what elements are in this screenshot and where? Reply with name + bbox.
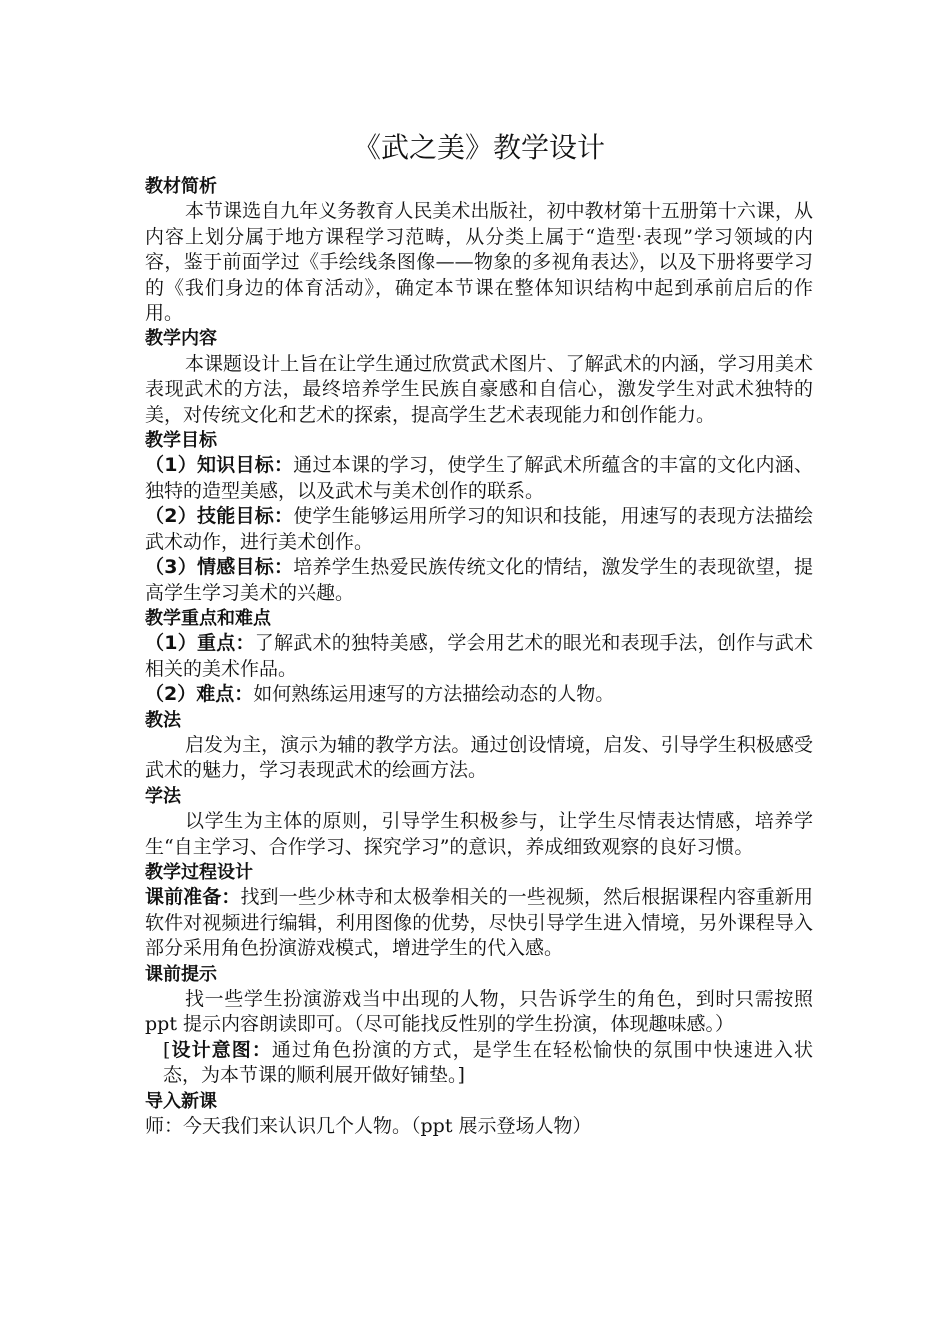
- goal-item-knowledge: [145, 453, 813, 504]
- goal-item-skill: [145, 504, 813, 555]
- paragraph-teaching-content: 本课题设计上旨在让学生通过欣赏武术图片、了解武术的内涵，学习用美术表现武术的方法，最终培养学生民族自豪感和自信心，激发学生对武术独特的美，对传统文化和艺术的探索，提高学生艺术表现能力和创作能力。: [145, 352, 813, 426]
- goal-text: 使学生能够运用所学习的知识和技能，用速写的表现方法描绘武术动作，进行美术创作。: [145, 505, 813, 553]
- preparation-text: 找到一些少林寺和太极拳相关的一些视频，然后根据课程内容重新用软件对视频进行编辑，利用图像的优势，尽快引导学生进入情境，另外课程导入部分采用角色扮演游戏模式，增进学生的代入感。: [145, 886, 813, 960]
- note-bracket: [: [163, 1038, 171, 1061]
- section-heading-textbook-analysis: 教材简析: [145, 176, 217, 197]
- section-heading-process-design: 教学过程设计: [145, 861, 253, 883]
- design-intent-note: [145, 1038, 813, 1089]
- goal-label: （1）知识目标：: [145, 454, 294, 477]
- key-point-text: 了解武术的独特美感，学会用艺术的眼光和表现手法，创作与武术相关的美术作品。: [145, 632, 813, 680]
- section-heading-teaching-content: 教学内容: [145, 328, 217, 350]
- section-heading-teaching-goals: 教学目标: [145, 430, 217, 452]
- key-point-label: （1）重点：: [145, 632, 255, 655]
- page-title: 《武之美》教学设计: [352, 131, 605, 164]
- section-heading-teaching-method: 教法: [145, 709, 181, 731]
- goal-label: （3）情感目标：: [145, 556, 294, 579]
- design-intent-text: 通过角色扮演的方式，是学生在轻松愉快的氛围中快速进入状态，为本节课的顺利展开做好铺垫。]: [163, 1038, 813, 1087]
- section-heading-pre-class-tips: 课前提示: [145, 963, 217, 985]
- design-intent-label: 设计意图：: [170, 1038, 272, 1061]
- difficulty-item: [145, 682, 813, 707]
- section-heading-learning-method: 学法: [145, 785, 181, 807]
- section-heading-key-points: 教学重点和难点: [145, 607, 271, 629]
- goal-label: （2）技能目标：: [145, 505, 294, 528]
- paragraph-pre-class-tips: 找一些学生扮演游戏当中出现的人物，只告诉学生的角色，到时只需按照 ppt 提示内容朗读即可。（尽可能找反性别的学生扮演，体现趣味感。）: [145, 988, 813, 1036]
- goal-text: 通过本课的学习，使学生了解武术所蕴含的丰富的文化内涵、独特的造型美感，以及武术与美术创作的联系。: [145, 454, 813, 502]
- document-page: [145, 128, 813, 1139]
- section-heading-introduction: 导入新课: [145, 1090, 217, 1112]
- preparation-label: 课前准备：: [145, 886, 241, 909]
- difficulty-text: 如何熟练运用速写的方法描绘动态的人物。: [253, 683, 615, 706]
- paragraph-textbook-analysis: 本节课选自九年义务教育人民美术出版社，初中教材第十五册第十六课，从内容上划分属于地方课程学习范畴，从分类上属于“造型·表现”学习领域的内容，鉴于前面学过《手绘线条图像——物象的多视角表达》，以及下册将要学习的《我们身边的体育活动》，确定本节课在整体知识结构中起到承前启后的作用。: [145, 200, 813, 325]
- goal-item-emotion: [145, 555, 813, 606]
- goal-text: 培养学生热爱民族传统文化的情结，激发学生的表现欲望，提高学生学习美术的兴趣。: [145, 556, 813, 604]
- key-point-item: [145, 631, 813, 682]
- paragraph-learning-method: 以学生为主体的原则，引导学生积极参与，让学生尽情表达情感，培养学生“自主学习、合作学习、探究学习”的意识，养成细致观察的良好习惯。: [145, 810, 813, 858]
- paragraph-introduction: 师：今天我们来认识几个人物。（ppt 展示登场人物）: [145, 1115, 592, 1138]
- difficulty-label: （2）难点：: [145, 683, 254, 706]
- paragraph-teaching-method: 启发为主，演示为辅的教学方法。通过创设情境，启发、引导学生积极感受武术的魅力，学习表现武术的绘画方法。: [145, 733, 813, 782]
- paragraph-preparation: [145, 885, 813, 961]
